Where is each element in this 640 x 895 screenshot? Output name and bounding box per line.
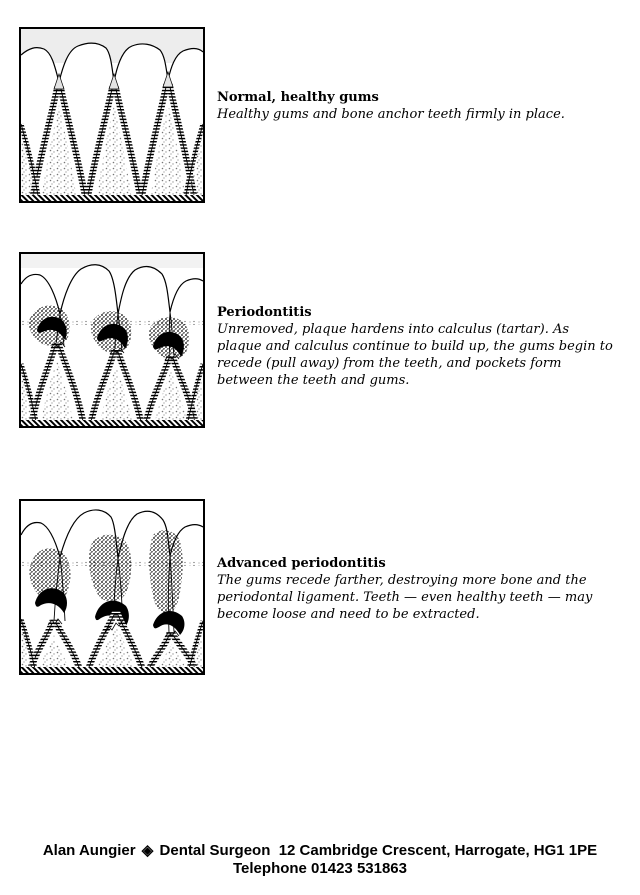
- section-body: Healthy gums and bone anchor teeth firmly in place.: [217, 107, 565, 122]
- section-heading: Periodontitis: [217, 305, 312, 320]
- section-body: The gums recede farther, destroying more bone and the periodontal ligament. Teeth — even healthy teeth — may become loose and need to be extracted.: [217, 573, 593, 622]
- healthy-gums-illustration: [21, 29, 203, 201]
- section-heading: Normal, healthy gums: [217, 90, 379, 105]
- practice-name: Alan Aungier: [42, 842, 136, 859]
- practice-contact-footer: [0, 842, 640, 878]
- section-body: Unremoved, plaque hardens into calculus (tartar). As plaque and calculus continue to build up, the gums begin to recede (pull away) from the teeth, and pockets form between the teeth and gums.: [217, 322, 613, 388]
- section-normal-healthy-gums: [217, 89, 613, 123]
- practice-name-address-line: [0, 842, 640, 860]
- section-heading: Advanced periodontitis: [217, 556, 386, 571]
- healthy-gums-figure: [19, 27, 205, 203]
- diamond-icon: ◈: [141, 842, 154, 859]
- section-periodontitis: [217, 304, 613, 389]
- practice-phone-line: Telephone 01423 531863: [233, 860, 407, 877]
- section-advanced-periodontitis: [217, 555, 613, 623]
- advanced-periodontitis-figure: [19, 499, 205, 675]
- periodontitis-figure: [19, 252, 205, 428]
- periodontitis-illustration: [21, 254, 203, 426]
- practice-title-address: Dental Surgeon 12 Cambridge Crescent, Harrogate, HG1 1PE: [159, 842, 598, 859]
- advanced-periodontitis-illustration: [21, 501, 203, 673]
